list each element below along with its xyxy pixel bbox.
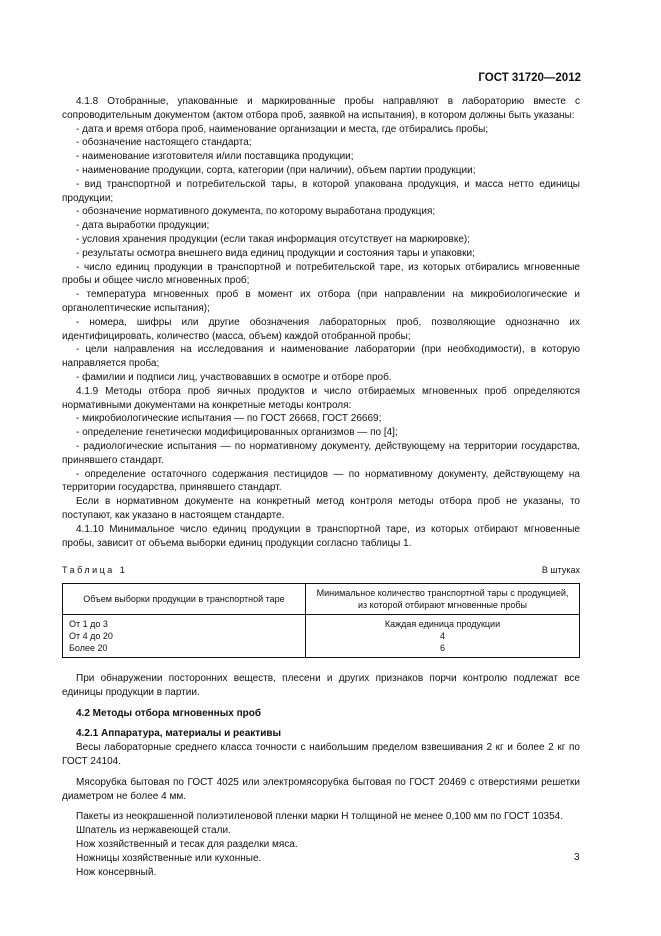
equipment-item: Мясорубка бытовая по ГОСТ 4025 или электромясорубка бытовая по ГОСТ 20469 с отверстиями решетки диаметром не более 4 мм. — [62, 776, 580, 802]
table-units: В штуках — [541, 565, 580, 576]
document-standard-header: ГОСТ 31720—2012 — [478, 72, 581, 84]
table-cell-min-count — [305, 615, 579, 658]
paragraph-foreign-substances: При обнаружении посторонних веществ, плесени и других признаков порчи контролю подлежат все единицы продукции в партии. — [62, 673, 580, 698]
list-item: - вид транспортной и потребительской тары, в которой упакована продукция, и масса нетто единицы продукции; — [62, 178, 580, 204]
table-caption: Таблица 1 — [62, 565, 128, 576]
page-number: 3 — [574, 852, 580, 863]
min-count-value: Каждая единица продукции — [384, 619, 501, 630]
list-item: - фамилии и подписи лиц, участвовавших в осмотре и отборе проб. — [76, 371, 392, 383]
table-header-row — [63, 584, 580, 615]
sample-volume-table — [62, 583, 580, 658]
table-cell-volume — [63, 615, 306, 658]
section-heading-4-2: 4.2 Методы отбора мгновенных проб — [76, 707, 262, 719]
paragraph-4-1-8: 4.1.8 Отобранные, упакованные и маркированные пробы направляют в лабораторию вместе с сопроводительным документом (актом отбора проб, заявкой на испытания), в котором должны быть указаны: — [62, 96, 580, 121]
volume-value: От 4 до 20 — [69, 631, 113, 642]
min-count-value: 6 — [439, 643, 445, 654]
list-item: - микробиологические испытания — по ГОСТ 26668, ГОСТ 26669; — [76, 413, 382, 425]
paragraph-4-1-9: 4.1.9 Методы отбора проб яичных продуктов и число отбираемых мгновенных проб определяются нормативными документами на конкретные методы контроля: — [62, 385, 580, 411]
list-item: - обозначение нормативного документа, по которому выработана продукция; — [76, 206, 436, 218]
min-count-value: 4 — [439, 631, 445, 642]
list-item: - радиологические испытания — по нормативному документу, действующему на территории государства, принявшего стандарт. — [62, 440, 580, 466]
list-item: - определение остаточного содержания пестицидов — по нормативному документу, действующему на территории государства, принявшего стандарт. — [62, 468, 580, 494]
paragraph-4-1-10: 4.1.10 Минимальное число единиц продукции в транспортной таре, из которых отбирают мгновенные пробы, зависит от объема выборки единиц продукции согласно таблицы 1. — [62, 523, 580, 549]
list-item: - температура мгновенных проб в момент их отбора (при направлении на микробиологические и органолептические испытания); — [62, 289, 580, 314]
list-item: - номера, шифры или другие обозначения лабораторных проб, позволяющие однозначно их идентифицировать, количество (масса, объем) каждой отобранной пробы; — [62, 316, 580, 342]
list-item: - число единиц продукции в транспортной и потребительской таре, из которых отбирались мгновенные пробы и общее число мгновенных проб; — [62, 261, 580, 287]
list-item: - наименование изготовителя и/или поставщика продукции; — [76, 151, 354, 163]
equipment-item: Весы лабораторные среднего класса точности с наибольшим пределом взвешивания 2 кг и более 2 кг по ГОСТ 24104. — [62, 742, 580, 768]
table-caption-row — [62, 564, 580, 578]
volume-value: От 1 до 3 — [69, 619, 108, 630]
list-item: - дата выработки продукции; — [76, 220, 210, 232]
table-header-volume: Объем выборки продукции в транспортной таре — [63, 584, 306, 615]
table-header-min-count: Минимальное количество транспортной тары с продукцией, из которой отбирают мгновенные пробы — [305, 584, 579, 615]
list-item: - определение генетически модифицированных организмов — по [4]; — [76, 427, 398, 439]
table-row — [63, 615, 580, 658]
volume-value: Более 20 — [69, 643, 108, 654]
document-body — [62, 95, 580, 879]
list-item: - наименование продукции, сорта, категории (при наличии), объем партии продукции; — [76, 164, 476, 176]
equipment-item: Нож хозяйственный и тесак для разделки мяса. — [76, 839, 298, 851]
list-item: - дата и время отбора проб, наименование организации и места, где отбирались пробы; — [76, 123, 489, 135]
equipment-item: Пакеты из неокрашенной полиэтиленовой пленки марки Н толщиной не менее 0,100 мм по ГОСТ 10354. — [76, 811, 564, 823]
section-heading-4-2-1: 4.2.1 Аппаратура, материалы и реактивы — [76, 728, 282, 740]
paragraph-if-not-specified: Если в нормативном документе на конкретный метод контроля методы отбора проб не указаны, то поступают, как указано в настоящем стандарте. — [62, 496, 580, 521]
equipment-item: Шпатель из нержавеющей стали. — [76, 825, 231, 837]
list-item: - условия хранения продукции (если такая информация отсутствует на маркировке); — [76, 233, 471, 245]
list-item: - обозначение настоящего стандарта; — [76, 137, 252, 149]
list-item: - цели направления на исследования и наименование лаборатории (при необходимости), в которую направляется проба; — [62, 344, 580, 370]
list-item: - результаты осмотра внешнего вида единиц продукции и состояния тары и упаковки; — [76, 247, 475, 259]
equipment-item: Ножницы хозяйственные или кухонные. — [76, 852, 262, 864]
equipment-item: Нож консервный. — [76, 866, 157, 878]
